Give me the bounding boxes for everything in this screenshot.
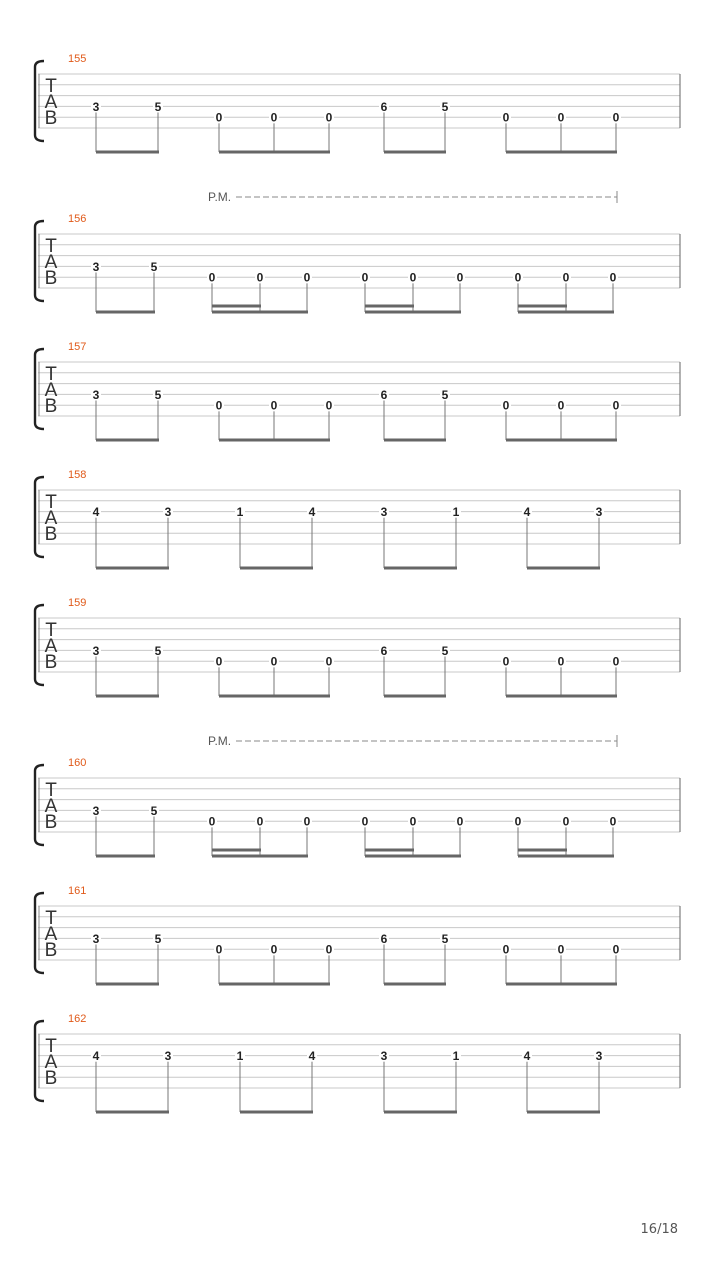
fret-number: 0: [502, 654, 510, 669]
beam: [527, 1111, 600, 1114]
tab-staff-157: [35, 341, 680, 442]
fret-number: 0: [208, 814, 216, 829]
tab-clef-letter: B: [44, 108, 58, 129]
fret-number: 0: [325, 654, 333, 669]
fret-number: 5: [441, 99, 449, 114]
fret-number: 0: [557, 110, 565, 125]
beam: [96, 311, 155, 314]
tab-clef-letter: T: [45, 76, 57, 97]
fret-number: 5: [441, 643, 449, 658]
fret-number: 0: [557, 942, 565, 957]
fret-number: 6: [380, 643, 388, 658]
fret-number: 0: [270, 942, 278, 957]
tab-staff-158: [35, 469, 680, 570]
beam: [518, 855, 614, 858]
tab-clef-letter: A: [44, 508, 58, 529]
beam: [219, 695, 330, 698]
beam: [96, 983, 159, 986]
fret-number: 0: [256, 814, 264, 829]
beam: [365, 849, 414, 852]
fret-number: 0: [256, 270, 264, 285]
tab-staff-155: [35, 53, 680, 154]
fret-number: 5: [150, 803, 158, 818]
beam: [384, 151, 446, 154]
fret-number: 0: [325, 942, 333, 957]
fret-number: 1: [236, 505, 244, 520]
fret-number: 3: [92, 803, 100, 818]
fret-number: 0: [361, 270, 369, 285]
palm-mute-label: P.M.: [208, 734, 232, 748]
fret-number: 0: [514, 270, 522, 285]
beam: [96, 567, 169, 570]
fret-number: 5: [154, 99, 162, 114]
fret-number: 0: [303, 270, 311, 285]
measure-number: 161: [68, 885, 87, 897]
fret-number: 3: [92, 259, 100, 274]
fret-number: 0: [270, 110, 278, 125]
tab-clef-letter: A: [44, 924, 58, 945]
measure-number: 158: [68, 469, 87, 481]
fret-number: 0: [557, 654, 565, 669]
fret-number: 5: [154, 387, 162, 402]
beam: [506, 151, 617, 154]
fret-number: 0: [325, 110, 333, 125]
fret-number: 3: [380, 1049, 388, 1064]
fret-number: 4: [92, 1049, 100, 1064]
fret-number: 5: [441, 387, 449, 402]
beam: [240, 1111, 313, 1114]
beam: [240, 567, 313, 570]
fret-number: 3: [595, 1049, 603, 1064]
fret-number: 3: [92, 99, 100, 114]
beam: [518, 311, 614, 314]
measure-number: 155: [68, 53, 87, 65]
fret-number: 1: [452, 1049, 460, 1064]
fret-number: 6: [380, 931, 388, 946]
measure-number: 159: [68, 597, 87, 609]
fret-number: 0: [409, 270, 417, 285]
fret-number: 0: [609, 270, 617, 285]
tab-clef-letter: T: [45, 236, 57, 257]
fret-number: 0: [612, 942, 620, 957]
beam: [96, 439, 159, 442]
fret-number: 0: [612, 654, 620, 669]
beam: [219, 439, 330, 442]
tab-clef-letter: B: [44, 1068, 58, 1089]
fret-number: 3: [380, 505, 388, 520]
fret-number: 3: [164, 505, 172, 520]
tab-clef-letter: B: [44, 812, 58, 833]
tab-clef-letter: A: [44, 380, 58, 401]
tab-clef-letter: A: [44, 92, 58, 113]
beam: [96, 1111, 169, 1114]
tab-clef-letter: B: [44, 652, 58, 673]
fret-number: 0: [215, 110, 223, 125]
beam: [219, 151, 330, 154]
fret-number: 0: [409, 814, 417, 829]
tab-staff-156: [35, 190, 680, 314]
fret-number: 0: [502, 942, 510, 957]
beam: [384, 983, 446, 986]
measure-number: 156: [68, 213, 87, 225]
beam: [96, 151, 159, 154]
fret-number: 4: [92, 505, 100, 520]
fret-number: 4: [523, 1049, 531, 1064]
beam: [365, 855, 461, 858]
fret-number: 0: [208, 270, 216, 285]
tab-staff-159: [35, 597, 680, 698]
tab-staff-162: [35, 1013, 680, 1114]
fret-number: 5: [154, 931, 162, 946]
beam: [212, 305, 261, 308]
fret-number: 5: [150, 259, 158, 274]
beam: [96, 695, 159, 698]
measure-number: 157: [68, 341, 87, 353]
fret-number: 0: [456, 270, 464, 285]
fret-number: 0: [456, 814, 464, 829]
measure-number: 162: [68, 1013, 87, 1025]
fret-number: 3: [595, 505, 603, 520]
fret-number: 0: [325, 398, 333, 413]
fret-number: 0: [215, 654, 223, 669]
fret-number: 0: [562, 270, 570, 285]
fret-number: 0: [361, 814, 369, 829]
tab-clef-letter: A: [44, 796, 58, 817]
fret-number: 5: [154, 643, 162, 658]
tab-clef-letter: T: [45, 364, 57, 385]
fret-number: 4: [308, 505, 316, 520]
beam: [212, 855, 308, 858]
fret-number: 4: [523, 505, 531, 520]
beam: [365, 305, 414, 308]
fret-number: 0: [612, 110, 620, 125]
fret-number: 0: [562, 814, 570, 829]
fret-number: 3: [92, 387, 100, 402]
fret-number: 0: [270, 654, 278, 669]
beam: [365, 311, 461, 314]
tab-clef-letter: T: [45, 1036, 57, 1057]
fret-number: 0: [215, 398, 223, 413]
tab-clef-letter: A: [44, 636, 58, 657]
fret-number: 0: [502, 110, 510, 125]
tab-clef-letter: T: [45, 620, 57, 641]
palm-mute-label: P.M.: [208, 190, 232, 204]
tab-clef-letter: A: [44, 252, 58, 273]
fret-number: 6: [380, 99, 388, 114]
beam: [518, 849, 567, 852]
page-number: 16/18: [640, 1222, 678, 1237]
beam: [212, 311, 308, 314]
beam: [506, 695, 617, 698]
tab-clef-letter: T: [45, 908, 57, 929]
fret-number: 0: [514, 814, 522, 829]
beam: [384, 439, 446, 442]
beam: [384, 567, 457, 570]
beam: [212, 849, 261, 852]
tab-clef-letter: B: [44, 524, 58, 545]
fret-number: 0: [270, 398, 278, 413]
beam: [384, 1111, 457, 1114]
beam: [527, 567, 600, 570]
fret-number: 0: [612, 398, 620, 413]
beam: [219, 983, 330, 986]
measure-number: 160: [68, 757, 87, 769]
fret-number: 0: [609, 814, 617, 829]
tab-clef-letter: A: [44, 1052, 58, 1073]
beam: [518, 305, 567, 308]
fret-number: 1: [452, 505, 460, 520]
fret-number: 5: [441, 931, 449, 946]
beam: [506, 983, 617, 986]
fret-number: 0: [215, 942, 223, 957]
beam: [506, 439, 617, 442]
tab-staff-161: [35, 885, 680, 986]
fret-number: 6: [380, 387, 388, 402]
fret-number: 1: [236, 1049, 244, 1064]
beam: [96, 855, 155, 858]
tab-clef-letter: B: [44, 268, 58, 289]
tab-clef-letter: T: [45, 780, 57, 801]
fret-number: 4: [308, 1049, 316, 1064]
fret-number: 0: [303, 814, 311, 829]
beam: [384, 695, 446, 698]
fret-number: 3: [92, 643, 100, 658]
fret-number: 0: [502, 398, 510, 413]
tab-staff-160: [35, 734, 680, 858]
tab-clef-letter: B: [44, 396, 58, 417]
fret-number: 3: [92, 931, 100, 946]
tab-clef-letter: B: [44, 940, 58, 961]
fret-number: 3: [164, 1049, 172, 1064]
fret-number: 0: [557, 398, 565, 413]
tab-clef-letter: T: [45, 492, 57, 513]
